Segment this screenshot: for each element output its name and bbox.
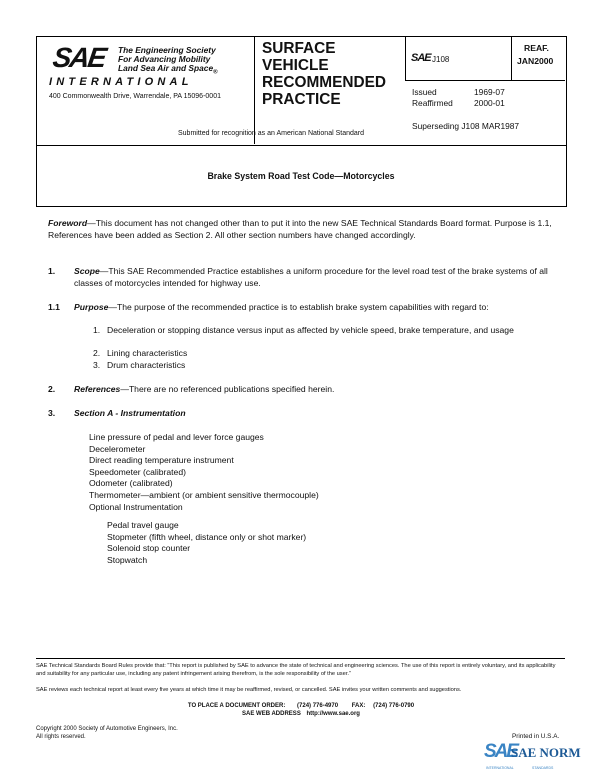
section-2-heading: References: [74, 384, 121, 394]
section-2-text: —There are no referenced publications specified herein.: [120, 384, 335, 394]
registered-mark: ®: [213, 70, 218, 77]
society-line-3-text: Land Sea Air and Space: [118, 63, 214, 74]
section-1: [74, 266, 560, 289]
section-3-heading: Section A - Instrumentation: [74, 408, 186, 418]
order-phone: (724) 776-4970: [297, 703, 339, 709]
header-divider-3: [511, 36, 512, 80]
optional-instrument-item: Pedal travel gauge: [107, 520, 179, 530]
web-value[interactable]: http://www.sae.org: [306, 711, 360, 717]
watermark-sub-2: STANDARDS: [532, 766, 554, 770]
purpose-item-2-number: 2.: [93, 348, 101, 358]
printed-in: Printed in U.S.A.: [512, 733, 560, 740]
section-2-number: 2.: [48, 384, 56, 394]
issued-value: 1969-07: [474, 87, 505, 97]
instrument-item: Optional Instrumentation: [89, 501, 183, 512]
doc-type-line-4: PRACTICE: [262, 91, 341, 108]
section-1-1: [74, 302, 560, 314]
optional-instrument-item: Stopmeter (fifth wheel, distance only or shot marker): [107, 531, 307, 542]
instrument-item: Speedometer (calibrated): [89, 466, 186, 477]
instrument-item: Line pressure of pedal and lever force gauges: [89, 432, 264, 442]
section-1-1-heading: Purpose: [74, 302, 109, 312]
instrument-item: Thermometer—ambient (or ambient sensitive thermocouple): [89, 489, 319, 500]
footer-policy: SAE Technical Standards Board Rules provide that: “This report is published by SAE to advance the state of technical and engineering sciences. The use of this report is entirely voluntary, and its applicability and suitability for any particular use, including any patent infringement arising therefrom, is the sole responsibility of the user.”: [36, 663, 556, 677]
watermark-sub-1: INTERNATIONAL: [486, 766, 514, 770]
standard-number: J108: [432, 55, 450, 64]
section-1-1-text: —The purpose of the recommended practice is to establish brake system capabilities with regard to:: [108, 302, 489, 312]
watermark-logo: SAE: [484, 741, 518, 762]
instrument-item: Odometer (calibrated): [89, 478, 173, 489]
issued-label: Issued: [412, 87, 437, 97]
international-label: INTERNATIONAL: [49, 76, 193, 88]
section-1-heading: Scope: [74, 266, 100, 276]
instrument-item: Direct reading temperature instrument: [89, 455, 234, 466]
order-label: TO PLACE A DOCUMENT ORDER:: [187, 703, 286, 709]
fax-value: (724) 776-0790: [373, 703, 415, 709]
submitted-note: Submitted for recognition as an American National Standard: [178, 130, 364, 137]
header-divider-1: [254, 36, 255, 144]
foreword-text: —This document has not changed other than to put it into the new SAE Technical Standards Board format. Purpose is 1.1, References have been added as Section 2. All other section numbers have changed accordingly.: [48, 218, 552, 240]
rights: All rights reserved.: [36, 734, 86, 740]
watermark-text: SAE NORM: [511, 745, 581, 760]
purpose-item-1-number: 1.: [93, 325, 101, 335]
fax-label: FAX:: [351, 703, 366, 709]
reaffirmed-value: 2000-01: [474, 98, 505, 108]
section-1-text: —This SAE Recommended Practice establishes a uniform procedure for the level road test of the brake systems of all classes of motorcycles intended for highway use.: [74, 266, 548, 288]
society-name: [118, 46, 218, 78]
reaffirmed-label: Reaffirmed: [412, 98, 453, 108]
order-line: [36, 703, 566, 709]
instrument-item: Decelerometer: [89, 443, 146, 454]
copyright: Copyright 2000 Society of Automotive Engineers, Inc.: [36, 726, 178, 732]
optional-instrument-item: Stopwatch: [107, 554, 148, 565]
document-title: Brake System Road Test Code—Motorcycles: [207, 171, 395, 181]
purpose-item-1: Deceleration or stopping distance versus input as affected by vehicle speed, brake temperature, and usage: [107, 325, 514, 335]
standard-logo: SAE: [411, 52, 431, 64]
header-divider-2: [405, 36, 406, 80]
foreword-heading: Foreword: [48, 218, 88, 228]
address: 400 Commonwealth Drive, Warrendale, PA 15096-0001: [49, 93, 221, 100]
society-line-1: The Engineering Society: [118, 45, 216, 55]
section-1-1-number: 1.1: [48, 302, 60, 312]
status-label: REAF.: [524, 43, 549, 53]
header-row-line: [405, 80, 565, 81]
section-3-number: 3.: [48, 408, 56, 418]
purpose-item-2: Lining characteristics: [107, 348, 188, 358]
footer-rule: [36, 658, 565, 659]
footer-review: SAE reviews each technical report at least every five years at which time it may be reaffirmed, revised, or cancelled. SAE invites your written comments and suggestions.: [36, 687, 462, 693]
document-type: [262, 40, 386, 108]
section-1-number: 1.: [48, 266, 56, 276]
foreword: [48, 218, 560, 241]
sae-logo: SAE: [50, 42, 107, 73]
purpose-item-3: Drum characteristics: [107, 360, 186, 370]
superseding: Superseding J108 MAR1987: [412, 121, 520, 131]
status-date: JAN2000: [517, 56, 554, 66]
doc-type-line-1: SURFACE: [262, 40, 336, 57]
web-label: SAE WEB ADDRESS: [242, 711, 301, 717]
society-line-2: For Advancing Mobility: [118, 54, 211, 65]
doc-type-line-3: RECOMMENDED: [262, 74, 386, 91]
section-2: [74, 384, 560, 396]
instrument-list: [89, 432, 319, 513]
purpose-item-3-number: 3.: [93, 360, 101, 370]
doc-type-line-2: VEHICLE: [262, 57, 329, 74]
web-line: [36, 711, 566, 717]
optional-instrument-list: [107, 520, 306, 566]
optional-instrument-item: Solenoid stop counter: [107, 543, 191, 554]
